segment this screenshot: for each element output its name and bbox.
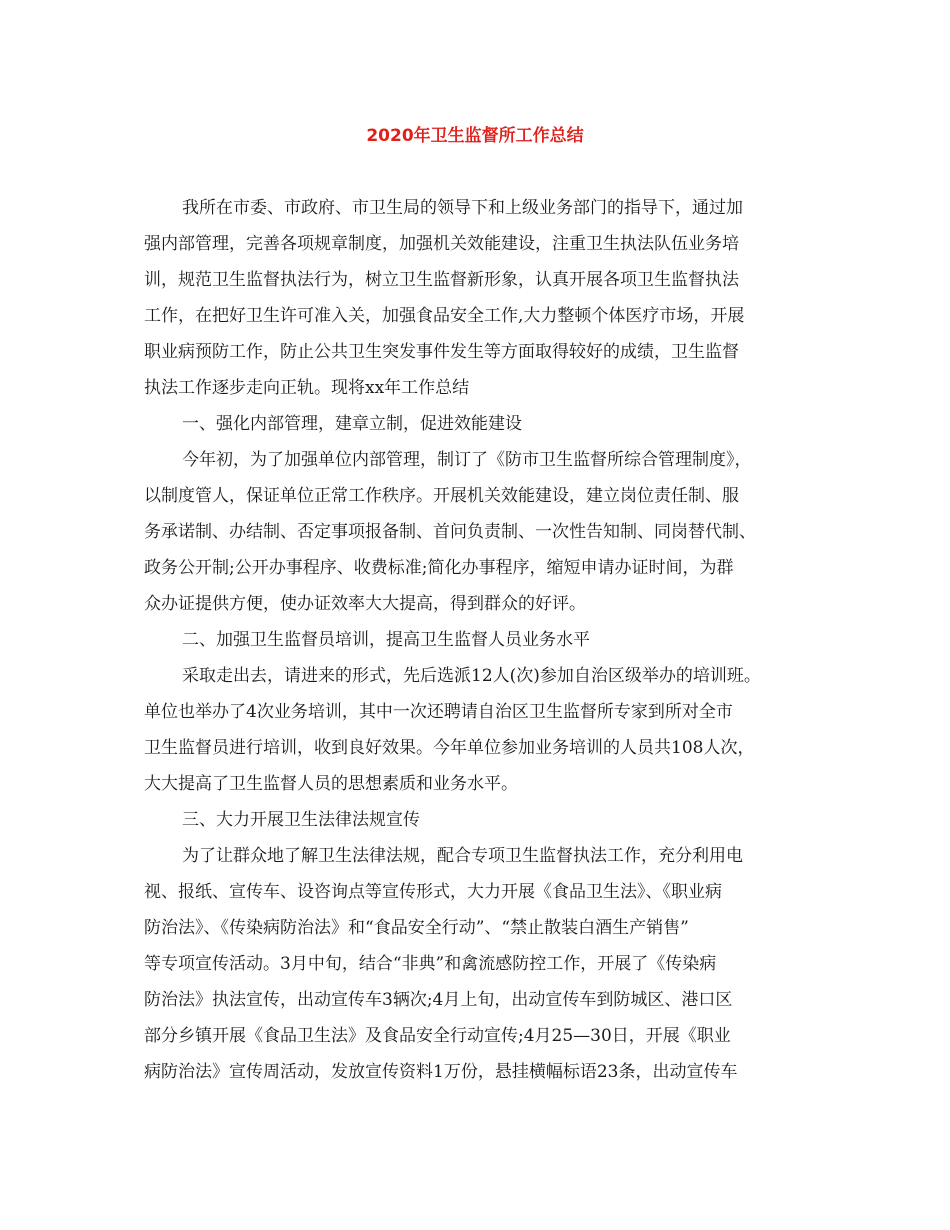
paragraph-line: 工作，在把好卫生许可准入关，加强食品安全工作,大力整顿个体医疗市场，开展 xyxy=(144,306,745,326)
section-heading: 三、大力开展卫生法律法规宣传 xyxy=(182,810,420,830)
paragraph-line: 训，规范卫生监督执法行为，树立卫生监督新形象，认真开展各项卫生监督执法 xyxy=(144,270,739,290)
section-heading: 二、加强卫生监督员培训，提高卫生监督人员业务水平 xyxy=(182,630,590,650)
paragraph-line: 防治法》、《传染病防治法》和“食品安全行动”、“禁止散装白酒生产销售” xyxy=(144,918,689,938)
section-heading: 一、强化内部管理，建章立制，促进效能建设 xyxy=(182,414,522,434)
paragraph-line: 执法工作逐步走向正轨。现将xx年工作总结 xyxy=(144,378,470,398)
paragraph-line: 以制度管人，保证单位正常工作秩序。开展机关效能建设，建立岗位责任制、服 xyxy=(144,486,739,506)
paragraph-line: 视、报纸、宣传车、设咨询点等宣传形式，大力开展《食品卫生法》、《职业病 xyxy=(144,882,722,902)
paragraph-line: 单位也举办了4次业务培训，其中一次还聘请自治区卫生监督所专家到所对全市 xyxy=(144,702,733,722)
paragraph-line: 卫生监督员进行培训，收到良好效果。今年单位参加业务培训的人员共108人次， xyxy=(144,738,755,758)
paragraph-line: 等专项宣传活动。3月中旬，结合“非典”和禽流感防控工作，开展了《传染病 xyxy=(144,954,717,974)
paragraph-line: 务承诺制、办结制、否定事项报备制、首问负责制、一次性告知制、同岗替代制、 xyxy=(144,522,756,542)
paragraph-line: 政务公开制;公开办事程序、收费标准;简化办事程序，缩短申请办证时间，为群 xyxy=(144,558,734,578)
paragraph-line: 今年初，为了加强单位内部管理，制订了《防市卫生监督所综合管理制度》， xyxy=(182,450,752,470)
paragraph-line: 采取走出去，请进来的形式，先后选派12人(次)参加自治区级举办的培训班。 xyxy=(182,666,761,686)
paragraph-line: 防治法》执法宣传，出动宣传车3辆次;4月上旬，出动宣传车到防城区、港口区 xyxy=(144,990,733,1010)
paragraph-line: 病防治法》宣传周活动，发放宣传资料1万份，悬挂横幅标语23条，出动宣传车 xyxy=(144,1062,738,1082)
paragraph-line: 职业病预防工作，防止公共卫生突发事件发生等方面取得较好的成绩，卫生监督 xyxy=(144,342,739,362)
paragraph-line: 为了让群众地了解卫生法律法规，配合专项卫生监督执法工作，充分利用电 xyxy=(182,846,743,866)
paragraph-line: 众办证提供方便，使办证效率大大提高，得到群众的好评。 xyxy=(144,594,586,614)
paragraph-line: 强内部管理，完善各项规章制度，加强机关效能建设，注重卫生执法队伍业务培 xyxy=(144,234,739,254)
paragraph-line: 大大提高了卫生监督人员的思想素质和业务水平。 xyxy=(144,774,518,794)
paragraph-line: 我所在市委、市政府、市卫生局的领导下和上级业务部门的指导下，通过加 xyxy=(182,198,743,218)
document-title: 2020年卫生监督所工作总结 xyxy=(366,126,584,146)
paragraph-line: 部分乡镇开展《食品卫生法》及食品安全行动宣传;4月25—30日，开展《职业 xyxy=(144,1026,731,1046)
